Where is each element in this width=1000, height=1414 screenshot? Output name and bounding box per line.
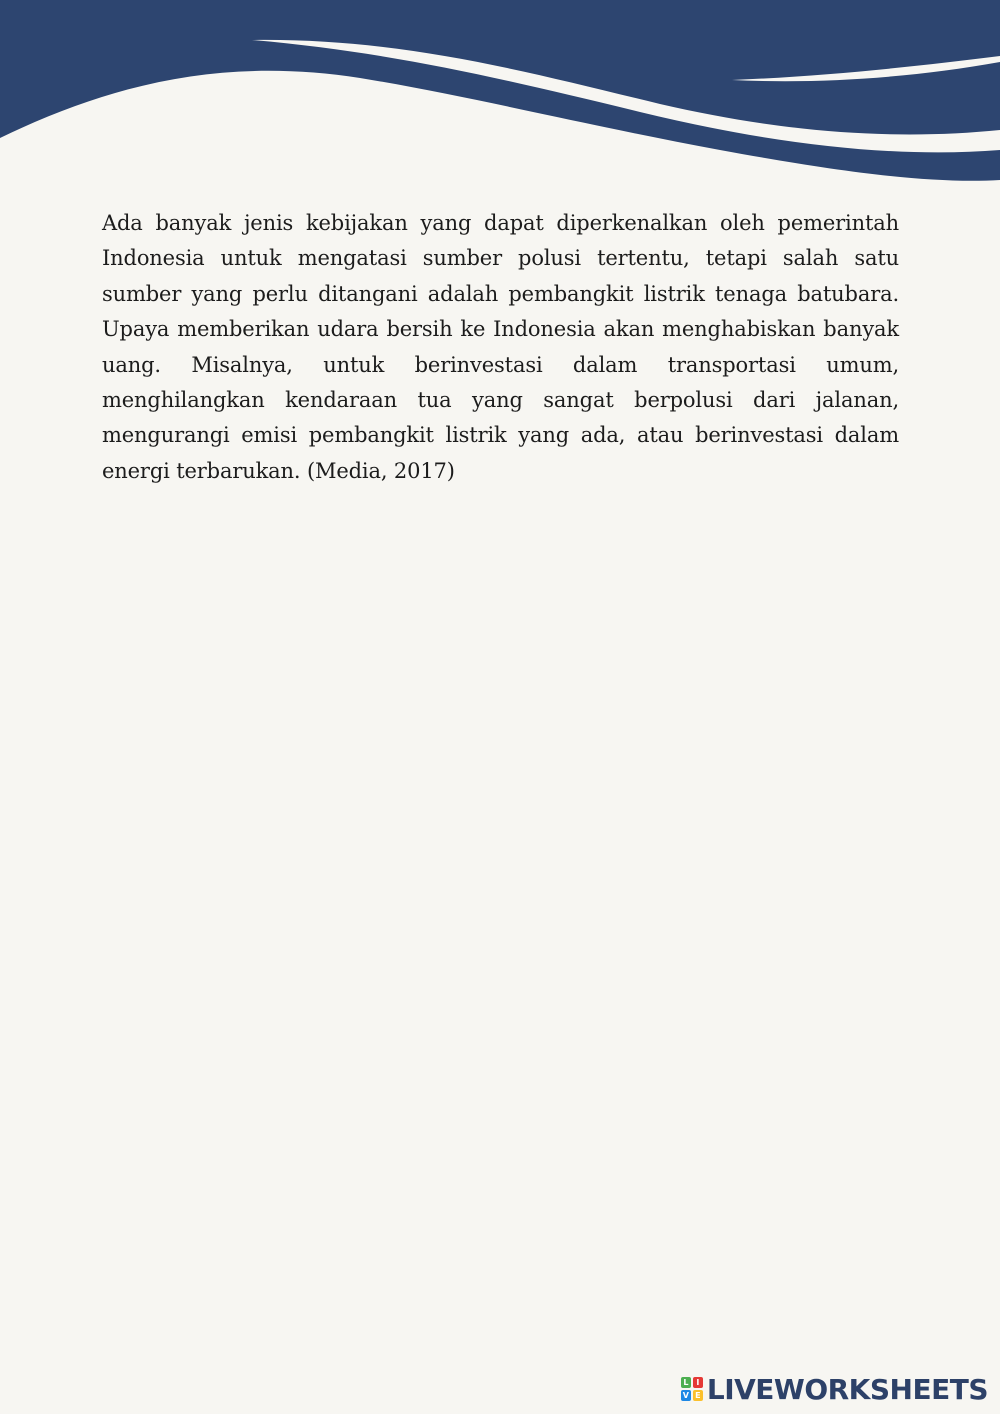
logo-tile-l: L [681,1377,691,1388]
body-paragraph: Ada banyak jenis kebijakan yang dapat diperkenalkan oleh pemerintah Indonesia untuk mengatasi sumber polusi tertentu, tetapi salah satu sumber yang perlu ditangani adalah pembangkit listrik tenaga batubara. Upaya memberikan udara bersih ke Indonesia akan menghabiskan banyak uang. Misalnya, untuk berinvestasi dalam transportasi umum, menghilangkan kendaraan tua yang sangat berpolusi dari jalanan, mengurangi emisi pembangkit listrik yang ada, atau berinvestasi dalam energi terbarukan. (Media, 2017) [102,211,899,483]
logo-tile-i: I [693,1377,703,1388]
header-wave-main [0,0,1000,181]
brand-name: LIVEWORKSHEETS [706,1372,988,1406]
logo-tile-e: E [693,1390,703,1401]
header-wave-decoration [0,0,1000,190]
liveworksheets-brand [681,1373,988,1405]
logo-tile-v: V [682,1391,689,1400]
liveworksheets-logo-icon [681,1377,703,1401]
